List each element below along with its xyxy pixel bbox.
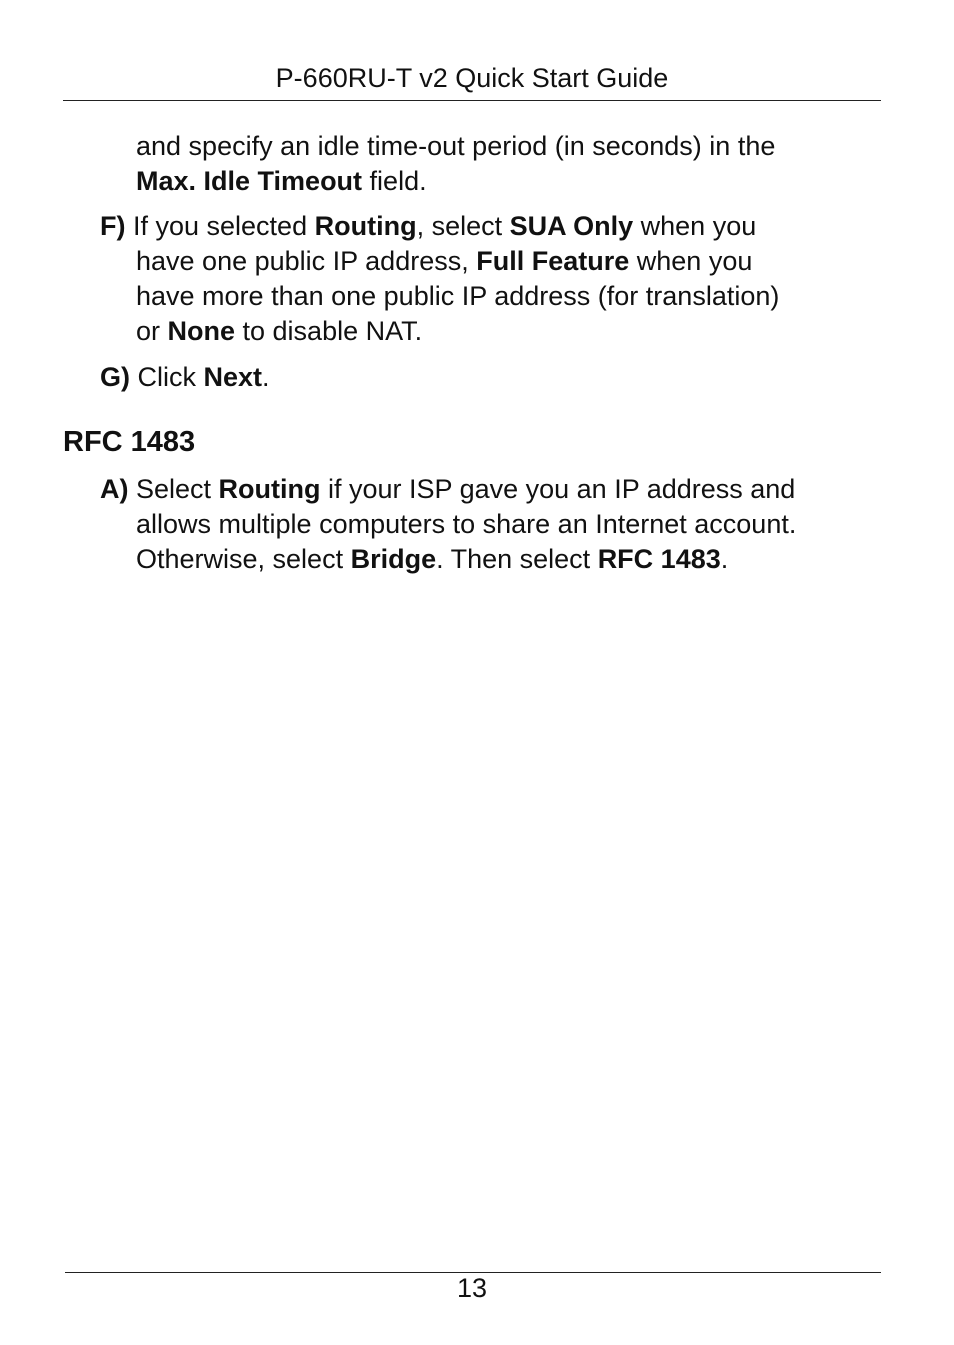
step-f-text: have one public IP address, bbox=[136, 246, 477, 276]
max-idle-timeout-label: Max. Idle Timeout bbox=[136, 166, 363, 196]
step-a-text: . bbox=[720, 544, 729, 574]
step-a-line-3 bbox=[100, 542, 880, 577]
step-g-marker: G) bbox=[100, 362, 130, 392]
header-rule bbox=[63, 100, 881, 101]
routing-term: Routing bbox=[218, 474, 321, 504]
none-term: None bbox=[167, 316, 236, 346]
step-f-text: when you bbox=[629, 246, 753, 276]
continuation-paragraph bbox=[136, 129, 876, 199]
continuation-line-1: and specify an idle time-out period (in seconds) in the bbox=[136, 131, 776, 161]
step-g bbox=[100, 360, 880, 395]
next-term: Next bbox=[203, 362, 263, 392]
step-f-line-2 bbox=[100, 244, 880, 279]
step-a bbox=[100, 472, 880, 577]
step-a-text: if your ISP gave you an IP address and bbox=[320, 474, 796, 504]
step-f-line-3: have more than one public IP address (for translation) bbox=[136, 281, 780, 311]
section-heading: RFC 1483 bbox=[63, 426, 196, 458]
step-f-line-4 bbox=[100, 314, 880, 349]
continuation-line-2-rest: field. bbox=[362, 166, 427, 196]
rfc-1483-term: RFC 1483 bbox=[597, 544, 721, 574]
page-header-title: P-660RU-T v2 Quick Start Guide bbox=[275, 63, 669, 93]
step-a-text: . Then select bbox=[436, 544, 598, 574]
step-g-text: . bbox=[262, 362, 270, 392]
step-f-text: when you bbox=[633, 211, 757, 241]
sua-only-term: SUA Only bbox=[509, 211, 634, 241]
step-a-text: Select bbox=[128, 474, 219, 504]
step-a-marker: A) bbox=[100, 474, 129, 504]
full-feature-term: Full Feature bbox=[476, 246, 630, 276]
step-f-text: , select bbox=[416, 211, 510, 241]
step-f-text: or bbox=[136, 316, 168, 346]
step-f-text: If you selected bbox=[125, 211, 315, 241]
step-f-marker: F) bbox=[100, 211, 126, 241]
step-a-text: Otherwise, select bbox=[136, 544, 351, 574]
step-f-text: to disable NAT. bbox=[235, 316, 423, 346]
step-f bbox=[100, 209, 880, 349]
bridge-term: Bridge bbox=[350, 544, 437, 574]
routing-term: Routing bbox=[314, 211, 417, 241]
step-a-line-2: allows multiple computers to share an Internet account. bbox=[136, 509, 797, 539]
step-g-text: Click bbox=[130, 362, 204, 392]
page-number: 13 bbox=[456, 1273, 488, 1303]
